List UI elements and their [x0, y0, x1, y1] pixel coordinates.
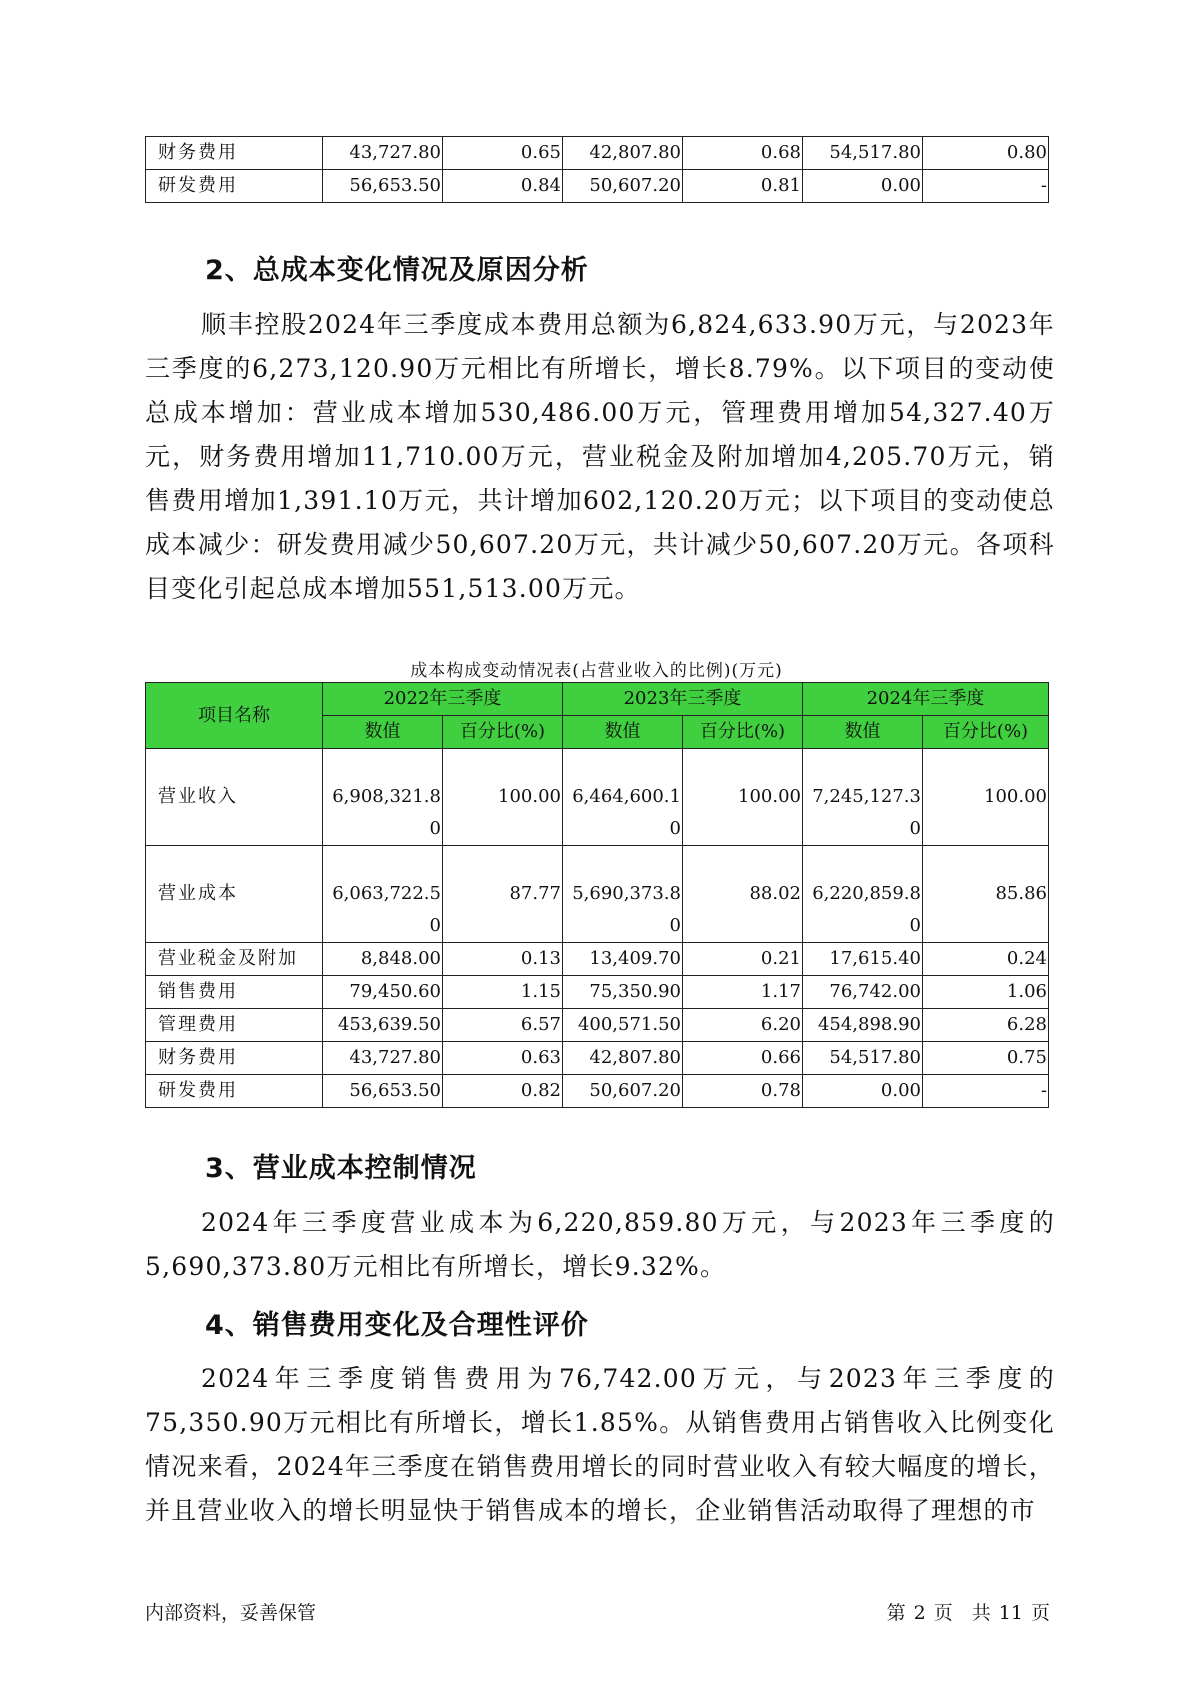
value-cell-2024: 7,245,127.30 [803, 749, 923, 846]
pct-cell-2023: 0.66 [683, 1042, 803, 1075]
value-cell-2024: 17,615.40 [803, 943, 923, 976]
pct-cell-2024: 6.28 [923, 1009, 1049, 1042]
row-label: 销售费用 [146, 976, 323, 1009]
cost-structure-table [145, 682, 1049, 1108]
pct-cell-2022: 87.77 [443, 846, 563, 943]
value-cell-2024: 0.00 [803, 1075, 923, 1108]
pct-cell-2024: - [923, 170, 1049, 203]
table-row [146, 749, 1049, 846]
pct-cell-2024: 1.06 [923, 976, 1049, 1009]
pct-cell-2024: 0.75 [923, 1042, 1049, 1075]
section-3-heading: 3、营业成本控制情况 [205, 1153, 477, 1184]
value-cell-2024: 54,517.80 [803, 137, 923, 170]
value-cell-2024: 76,742.00 [803, 976, 923, 1009]
pct-cell-2023: 0.68 [683, 137, 803, 170]
value-cell-2023: 5,690,373.80 [563, 846, 683, 943]
value-cell-2022: 56,653.50 [323, 1075, 443, 1108]
value-cell-2023: 6,464,600.10 [563, 749, 683, 846]
table-row [146, 1009, 1049, 1042]
header-item-name: 项目名称 [146, 683, 323, 749]
header-value-2024: 数值 [803, 716, 923, 749]
row-label: 营业收入 [146, 749, 323, 846]
section-3-body: 2024年三季度营业成本为6,220,859.80万元，与2023年三季度的5,690,373.80万元相比有所增长，增长9.32%。 [145, 1208, 1055, 1281]
header-pct-2022: 百分比(%) [443, 716, 563, 749]
row-label: 研发费用 [146, 1075, 323, 1108]
pct-cell-2023: 88.02 [683, 846, 803, 943]
pct-cell-2022: 0.84 [443, 170, 563, 203]
pct-cell-2024: - [923, 1075, 1049, 1108]
pct-cell-2022: 0.63 [443, 1042, 563, 1075]
pct-cell-2024: 100.00 [923, 749, 1049, 846]
header-pct-2024: 百分比(%) [923, 716, 1049, 749]
table-caption: 成本构成变动情况表(占营业收入的比例)(万元) [410, 661, 783, 681]
section-4-heading: 4、销售费用变化及合理性评价 [205, 1310, 589, 1341]
pct-cell-2022: 1.15 [443, 976, 563, 1009]
table-row [146, 170, 1049, 203]
table-row [146, 976, 1049, 1009]
pct-cell-2022: 100.00 [443, 749, 563, 846]
pct-cell-2023: 100.00 [683, 749, 803, 846]
header-year-2023: 2023年三季度 [563, 683, 803, 716]
row-label: 营业成本 [146, 846, 323, 943]
table-row [146, 1042, 1049, 1075]
value-cell-2022: 79,450.60 [323, 976, 443, 1009]
section-4-body: 2024年三季度销售费用为76,742.00万元，与2023年三季度的75,350.90万元相比有所增长，增长1.85%。从销售费用占销售收入比例变化情况来看，2024年三季度在销售费用增长的同时营业收入有较大幅度的增长，并且营业收入的增长明显快于销售成本的增长，企业销售活动取得了理想的市 [145, 1364, 1055, 1525]
footer-page-number: 第 2 页 共 11 页 [886, 1602, 1050, 1624]
table-row [146, 137, 1049, 170]
section-2-heading: 2、总成本变化情况及原因分析 [205, 255, 589, 286]
value-cell-2024: 6,220,859.80 [803, 846, 923, 943]
header-value-2023: 数值 [563, 716, 683, 749]
value-cell-2023: 400,571.50 [563, 1009, 683, 1042]
value-cell-2022: 43,727.80 [323, 137, 443, 170]
footer-confidential-note: 内部资料，妥善保管 [145, 1602, 317, 1624]
row-label: 财务费用 [146, 1042, 323, 1075]
pct-cell-2024: 85.86 [923, 846, 1049, 943]
header-value-2022: 数值 [323, 716, 443, 749]
row-label: 研发费用 [146, 170, 323, 203]
pct-cell-2023: 0.78 [683, 1075, 803, 1108]
pct-cell-2022: 0.13 [443, 943, 563, 976]
value-cell-2024: 454,898.90 [803, 1009, 923, 1042]
value-cell-2022: 453,639.50 [323, 1009, 443, 1042]
value-cell-2022: 8,848.00 [323, 943, 443, 976]
top-cost-table [145, 136, 1049, 203]
row-label: 管理费用 [146, 1009, 323, 1042]
value-cell-2023: 42,807.80 [563, 1042, 683, 1075]
table-row [146, 1075, 1049, 1108]
row-label: 营业税金及附加 [146, 943, 323, 976]
pct-cell-2024: 0.80 [923, 137, 1049, 170]
value-cell-2024: 0.00 [803, 170, 923, 203]
value-cell-2023: 50,607.20 [563, 170, 683, 203]
pct-cell-2023: 6.20 [683, 1009, 803, 1042]
pct-cell-2022: 0.82 [443, 1075, 563, 1108]
value-cell-2023: 42,807.80 [563, 137, 683, 170]
value-cell-2022: 6,908,321.80 [323, 749, 443, 846]
section-2-body: 顺丰控股2024年三季度成本费用总额为6,824,633.90万元，与2023年三季度的6,273,120.90万元相比有所增长，增长8.79%。以下项目的变动使总成本增加：营业成本增加530,486.00万元，管理费用增加54,327.40万元，财务费用增加11,710.00万元，营业税金及附加增加4,205.70万元，销售费用增加1,391.10万元，共计增加602,120.20万元；以下项目的变动使总成本减少：研发费用减少50,607.20万元，共计减少50,607.20万元。各项科目变化引起总成本增加551,513.00万元。 [145, 310, 1055, 603]
pct-cell-2024: 0.24 [923, 943, 1049, 976]
header-year-2024: 2024年三季度 [803, 683, 1049, 716]
value-cell-2023: 75,350.90 [563, 976, 683, 1009]
value-cell-2022: 56,653.50 [323, 170, 443, 203]
pct-cell-2023: 0.81 [683, 170, 803, 203]
table-row [146, 943, 1049, 976]
value-cell-2023: 13,409.70 [563, 943, 683, 976]
value-cell-2022: 6,063,722.50 [323, 846, 443, 943]
value-cell-2023: 50,607.20 [563, 1075, 683, 1108]
pct-cell-2022: 0.65 [443, 137, 563, 170]
table-row [146, 846, 1049, 943]
pct-cell-2023: 1.17 [683, 976, 803, 1009]
value-cell-2022: 43,727.80 [323, 1042, 443, 1075]
pct-cell-2022: 6.57 [443, 1009, 563, 1042]
row-label: 财务费用 [146, 137, 323, 170]
header-year-2022: 2022年三季度 [323, 683, 563, 716]
header-pct-2023: 百分比(%) [683, 716, 803, 749]
pct-cell-2023: 0.21 [683, 943, 803, 976]
value-cell-2024: 54,517.80 [803, 1042, 923, 1075]
